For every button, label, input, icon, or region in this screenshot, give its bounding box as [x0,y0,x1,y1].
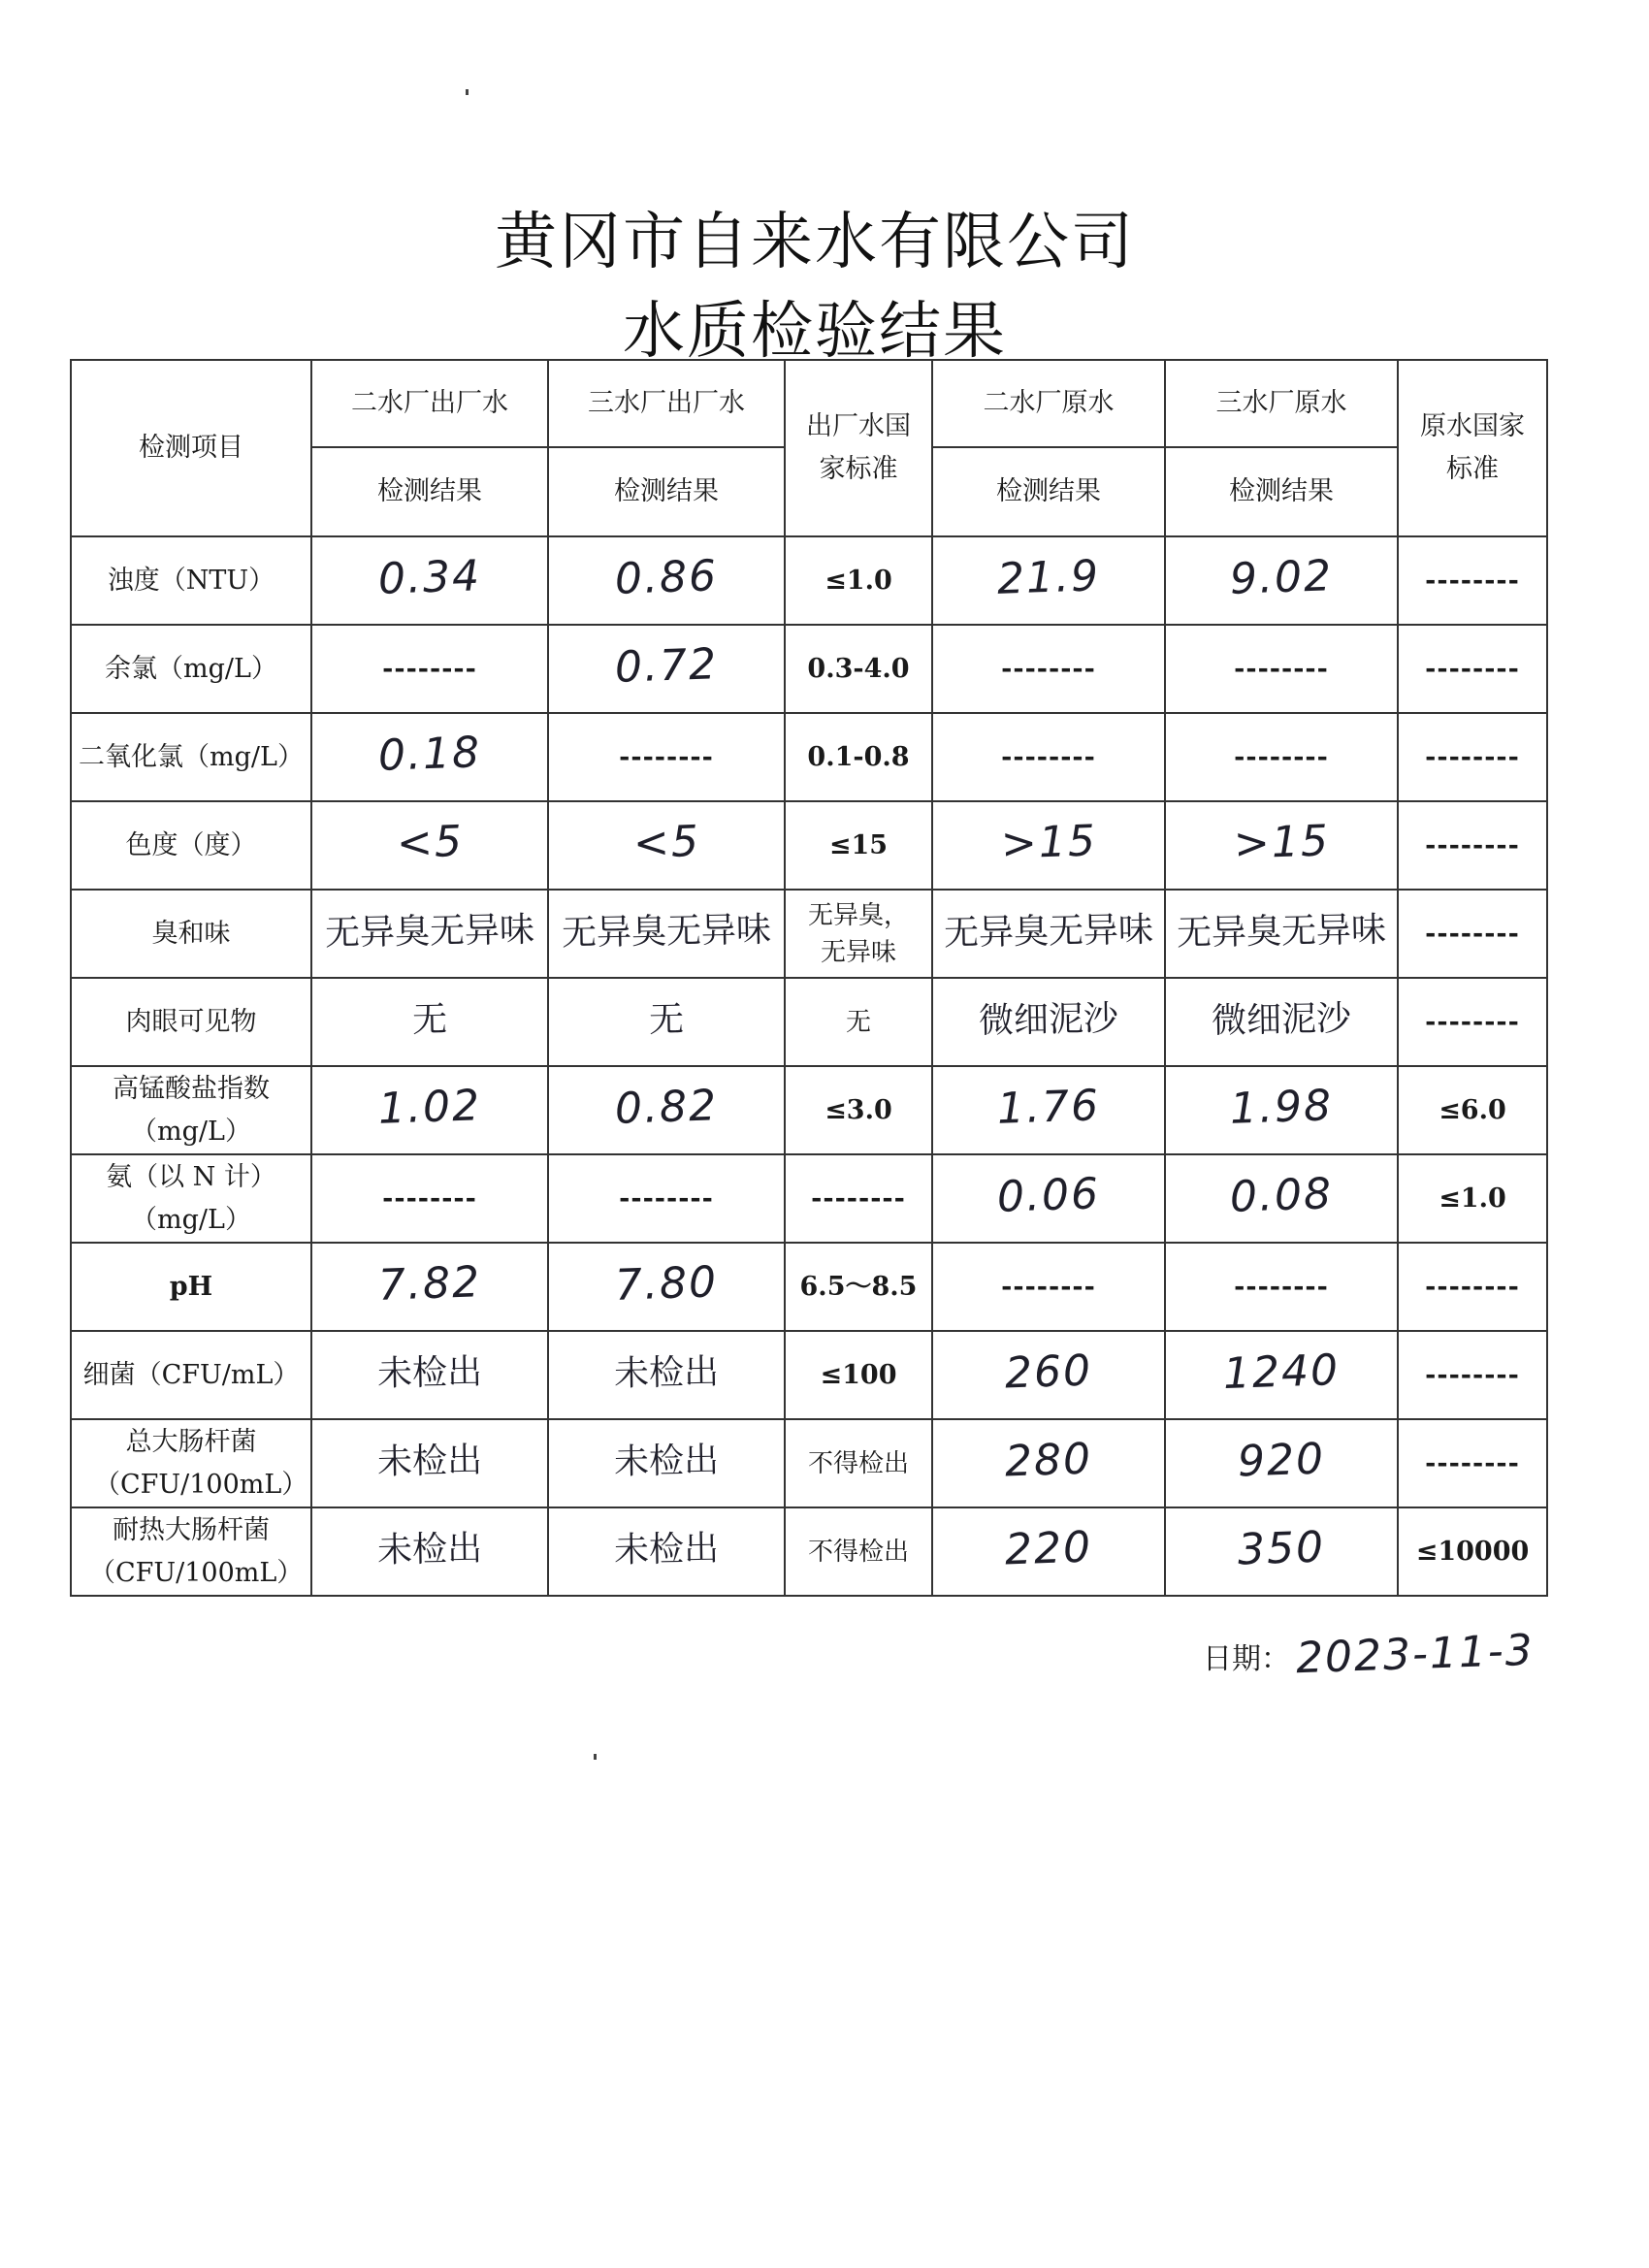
scan-speck [594,1754,597,1760]
cell-value: 0.72 [548,625,785,713]
cell-value: 920 [1165,1419,1398,1507]
row-item: 臭和味 [71,890,311,978]
report-title: 水质检验结果 [623,296,1007,368]
table-row [71,1331,1547,1419]
row-item: 细菌（CFU/mL） [71,1331,311,1419]
table-row [71,713,1547,801]
cell-value: 无异臭无异味 [548,890,785,978]
cell-value: >15 [932,801,1165,890]
subheader-result: 检测结果 [932,447,1165,536]
cell-raw-standard: -------- [1398,1243,1547,1331]
report-date [1203,1625,1536,1684]
cell-standard: 不得检出 [785,1419,932,1507]
cell-standard: ≤100 [785,1331,932,1419]
header-plant2-raw: 二水厂原水 [932,360,1165,447]
cell-value: -------- [1165,713,1398,801]
cell-value: 7.80 [548,1243,785,1331]
cell-value: 1240 [1165,1331,1398,1419]
row-item: 总大肠杆菌（CFU/100mL） [71,1419,311,1507]
cell-value: -------- [548,1154,785,1243]
cell-raw-standard: ≤6.0 [1398,1066,1547,1154]
cell-raw-standard: -------- [1398,536,1547,625]
cell-standard: 6.5～8.5 [785,1243,932,1331]
cell-value: 0.18 [311,713,548,801]
table-header-row [71,360,1547,447]
table-row [71,801,1547,890]
cell-raw-standard: -------- [1398,1331,1547,1419]
cell-value: 9.02 [1165,536,1398,625]
row-item: 浊度（NTU） [71,536,311,625]
cell-value: -------- [311,1154,548,1243]
header-item: 检测项目 [71,360,311,536]
cell-value: -------- [932,713,1165,801]
table-row [71,1154,1547,1243]
row-item: 色度（度） [71,801,311,890]
row-item: 余氯（mg/L） [71,625,311,713]
cell-raw-standard: -------- [1398,713,1547,801]
cell-standard: ≤3.0 [785,1066,932,1154]
cell-value: 1.02 [311,1066,548,1154]
cell-value: 220 [932,1507,1165,1596]
table-row [71,1419,1547,1507]
cell-raw-standard: -------- [1398,890,1547,978]
cell-value: 未检出 [311,1507,548,1596]
subheader-result: 检测结果 [548,447,785,536]
cell-value: 0.08 [1165,1154,1398,1243]
cell-value: -------- [311,625,548,713]
row-item: 高锰酸盐指数（mg/L） [71,1066,311,1154]
subheader-result: 检测结果 [311,447,548,536]
header-plant2-outlet: 二水厂出厂水 [311,360,548,447]
table-row [71,1066,1547,1154]
cell-raw-standard: -------- [1398,801,1547,890]
table-row [71,1507,1547,1596]
cell-raw-standard: -------- [1398,1419,1547,1507]
cell-value: 无 [548,978,785,1066]
cell-value: -------- [932,625,1165,713]
cell-value: 0.82 [548,1066,785,1154]
cell-raw-standard: -------- [1398,625,1547,713]
cell-value: -------- [1165,1243,1398,1331]
cell-value: 21.9 [932,536,1165,625]
cell-value: 1.98 [1165,1066,1398,1154]
cell-value: 350 [1165,1507,1398,1596]
cell-standard: -------- [785,1154,932,1243]
cell-value: 微细泥沙 [932,978,1165,1066]
cell-standard: 0.3-4.0 [785,625,932,713]
cell-value: 未检出 [548,1419,785,1507]
cell-raw-standard: -------- [1398,978,1547,1066]
water-quality-table [70,359,1548,1597]
cell-value: 280 [932,1419,1165,1507]
row-item: 氨（以 N 计）（mg/L） [71,1154,311,1243]
table-row [71,536,1547,625]
row-item: pH [71,1243,311,1331]
cell-value: 未检出 [311,1419,548,1507]
cell-value: 未检出 [548,1507,785,1596]
header-raw-standard: 原水国家标准 [1398,360,1547,536]
row-item: 二氧化氯（mg/L） [71,713,311,801]
scan-speck [466,89,469,95]
cell-value: 未检出 [311,1331,548,1419]
date-value: 2023-11-3 [1295,1625,1536,1684]
cell-value: 0.86 [548,536,785,625]
cell-standard: 0.1-0.8 [785,713,932,801]
cell-value: -------- [548,713,785,801]
cell-value: 无异臭无异味 [1165,890,1398,978]
cell-value: 微细泥沙 [1165,978,1398,1066]
cell-value: <5 [548,801,785,890]
cell-value: -------- [932,1243,1165,1331]
header-plant3-outlet: 三水厂出厂水 [548,360,785,447]
cell-value: 无 [311,978,548,1066]
table-row [71,625,1547,713]
cell-value: 未检出 [548,1331,785,1419]
table-row [71,1243,1547,1331]
cell-standard: ≤1.0 [785,536,932,625]
cell-raw-standard: ≤1.0 [1398,1154,1547,1243]
cell-value: 0.06 [932,1154,1165,1243]
subheader-result: 检测结果 [1165,447,1398,536]
cell-value: 7.82 [311,1243,548,1331]
table-row [71,978,1547,1066]
cell-value: 0.34 [311,536,548,625]
company-title: 黄冈市自来水有限公司 [495,207,1135,278]
row-item: 肉眼可见物 [71,978,311,1066]
header-plant3-raw: 三水厂原水 [1165,360,1398,447]
cell-raw-standard: ≤10000 [1398,1507,1547,1596]
cell-value: <5 [311,801,548,890]
cell-value: 无异臭无异味 [311,890,548,978]
cell-value: 无异臭无异味 [932,890,1165,978]
cell-standard: 无异臭，无异味 [785,890,932,978]
cell-standard: 无 [785,978,932,1066]
table-row [71,890,1547,978]
cell-value: 1.76 [932,1066,1165,1154]
date-label: 日期： [1203,1642,1290,1676]
cell-value: -------- [1165,625,1398,713]
row-item: 耐热大肠杆菌（CFU/100mL） [71,1507,311,1596]
cell-value: >15 [1165,801,1398,890]
cell-value: 260 [932,1331,1165,1419]
cell-standard: 不得检出 [785,1507,932,1596]
cell-standard: ≤15 [785,801,932,890]
header-outlet-standard: 出厂水国家标准 [785,360,932,536]
